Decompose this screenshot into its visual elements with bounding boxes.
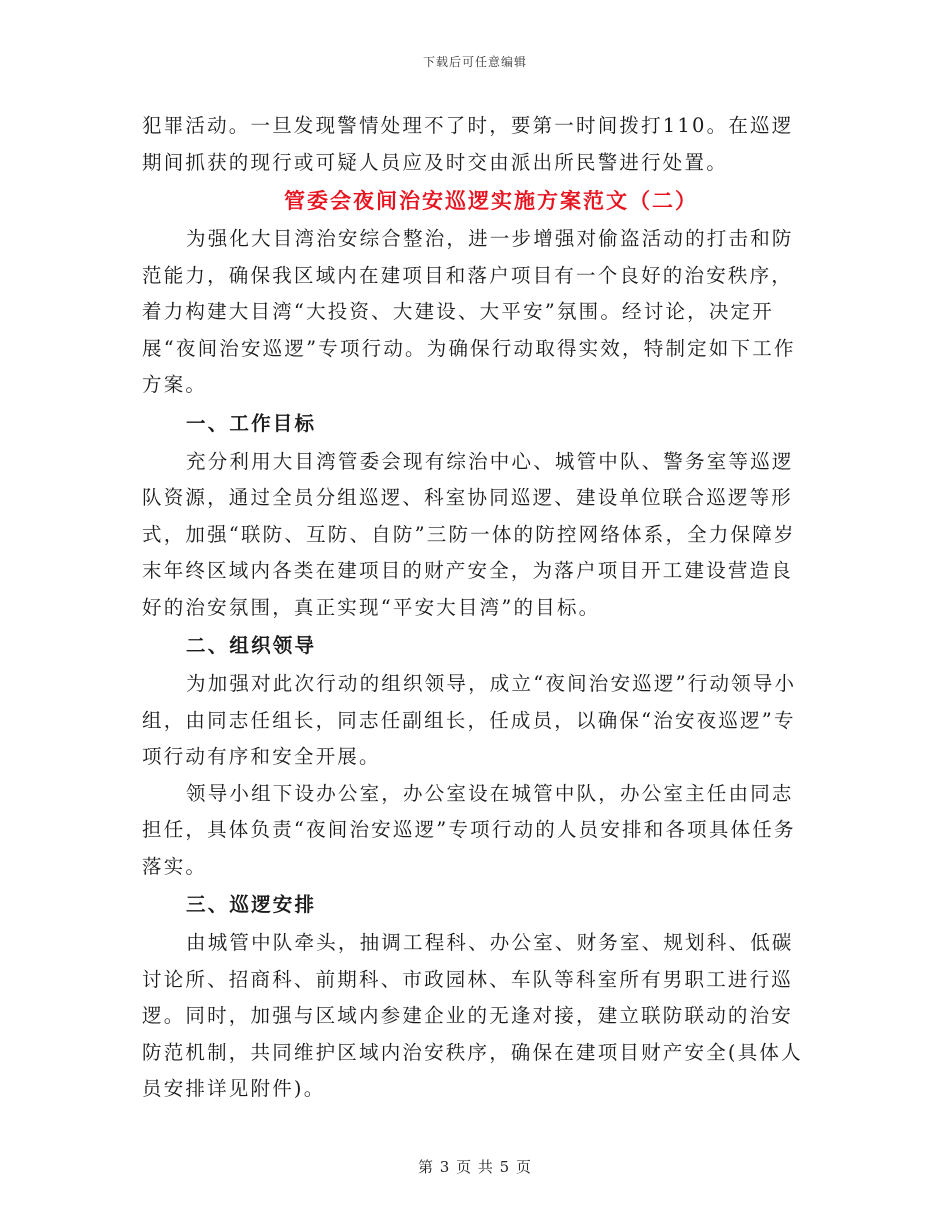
- patrol-paragraph: 由城管中队牵头，抽调工程科、办公室、财务室、规划科、低碳讨论所、招商科、前期科、市政园林、车队等科室所有男职工进行巡逻。同时，加强与区域内参建企业的无逢对接，建立联防联动的治安防范机制，共同维护区域内治安秩序，确保在建项目财产安全(具体人员安排详见附件)。: [142, 931, 803, 1100]
- section-heading-patrol: 三、巡逻安排: [186, 893, 317, 916]
- page-number: 第 3 页 共 5 页: [418, 1158, 532, 1176]
- goals-paragraph: 充分利用大目湾管委会现有综治中心、城管中队、警务室等巡逻队资源，通过全员分组巡逻、科室协同巡逻、建设单位联合巡逻等形式，加强“联防、互防、自防”三防一体的防控网络体系，全力保障岁末年终区域内各类在建项目的财产安全，为落户项目开工建设营造良好的治安氛围，真正实现“平安大目湾”的目标。: [142, 449, 796, 619]
- leadership-paragraph-2: 领导小组下设办公室，办公室设在城管中队，办公室主任由同志担任，具体负责“夜间治安巡逻”专项行动的人员安排和各项具体任务落实。: [142, 781, 796, 878]
- continuation-paragraph: 犯罪活动。一旦发现警情处理不了时，要第一时间拨打110。在巡逻期间抓获的现行或可疑人员应及时交由派出所民警进行处置。: [142, 114, 794, 174]
- leadership-paragraph-1: 为加强对此次行动的组织领导，成立“夜间治安巡逻”行动领导小组，由同志任组长，同志任副组长，任成员，以确保“治安夜巡逻”专项行动有序和安全开展。: [142, 672, 797, 768]
- document-title: 管委会夜间治安巡逻实施方案范文（二）: [284, 188, 698, 213]
- document-body: [142, 108, 810, 1108]
- header-note: 下载后可任意编辑: [422, 55, 527, 69]
- section-heading-leadership: 二、组织领导: [186, 634, 317, 657]
- intro-paragraph: 为强化大目湾治安综合整治，进一步增强对偷盗活动的打击和防范能力，确保我区域内在建项目和落户项目有一个良好的治安秩序，着力构建大目湾“大投资、大建设、大平安”氛围。经讨论，决定开展“夜间治安巡逻”专项行动。为确保行动取得实效，特制定如下工作方案。: [142, 227, 796, 396]
- section-heading-goals: 一、工作目标: [186, 411, 317, 435]
